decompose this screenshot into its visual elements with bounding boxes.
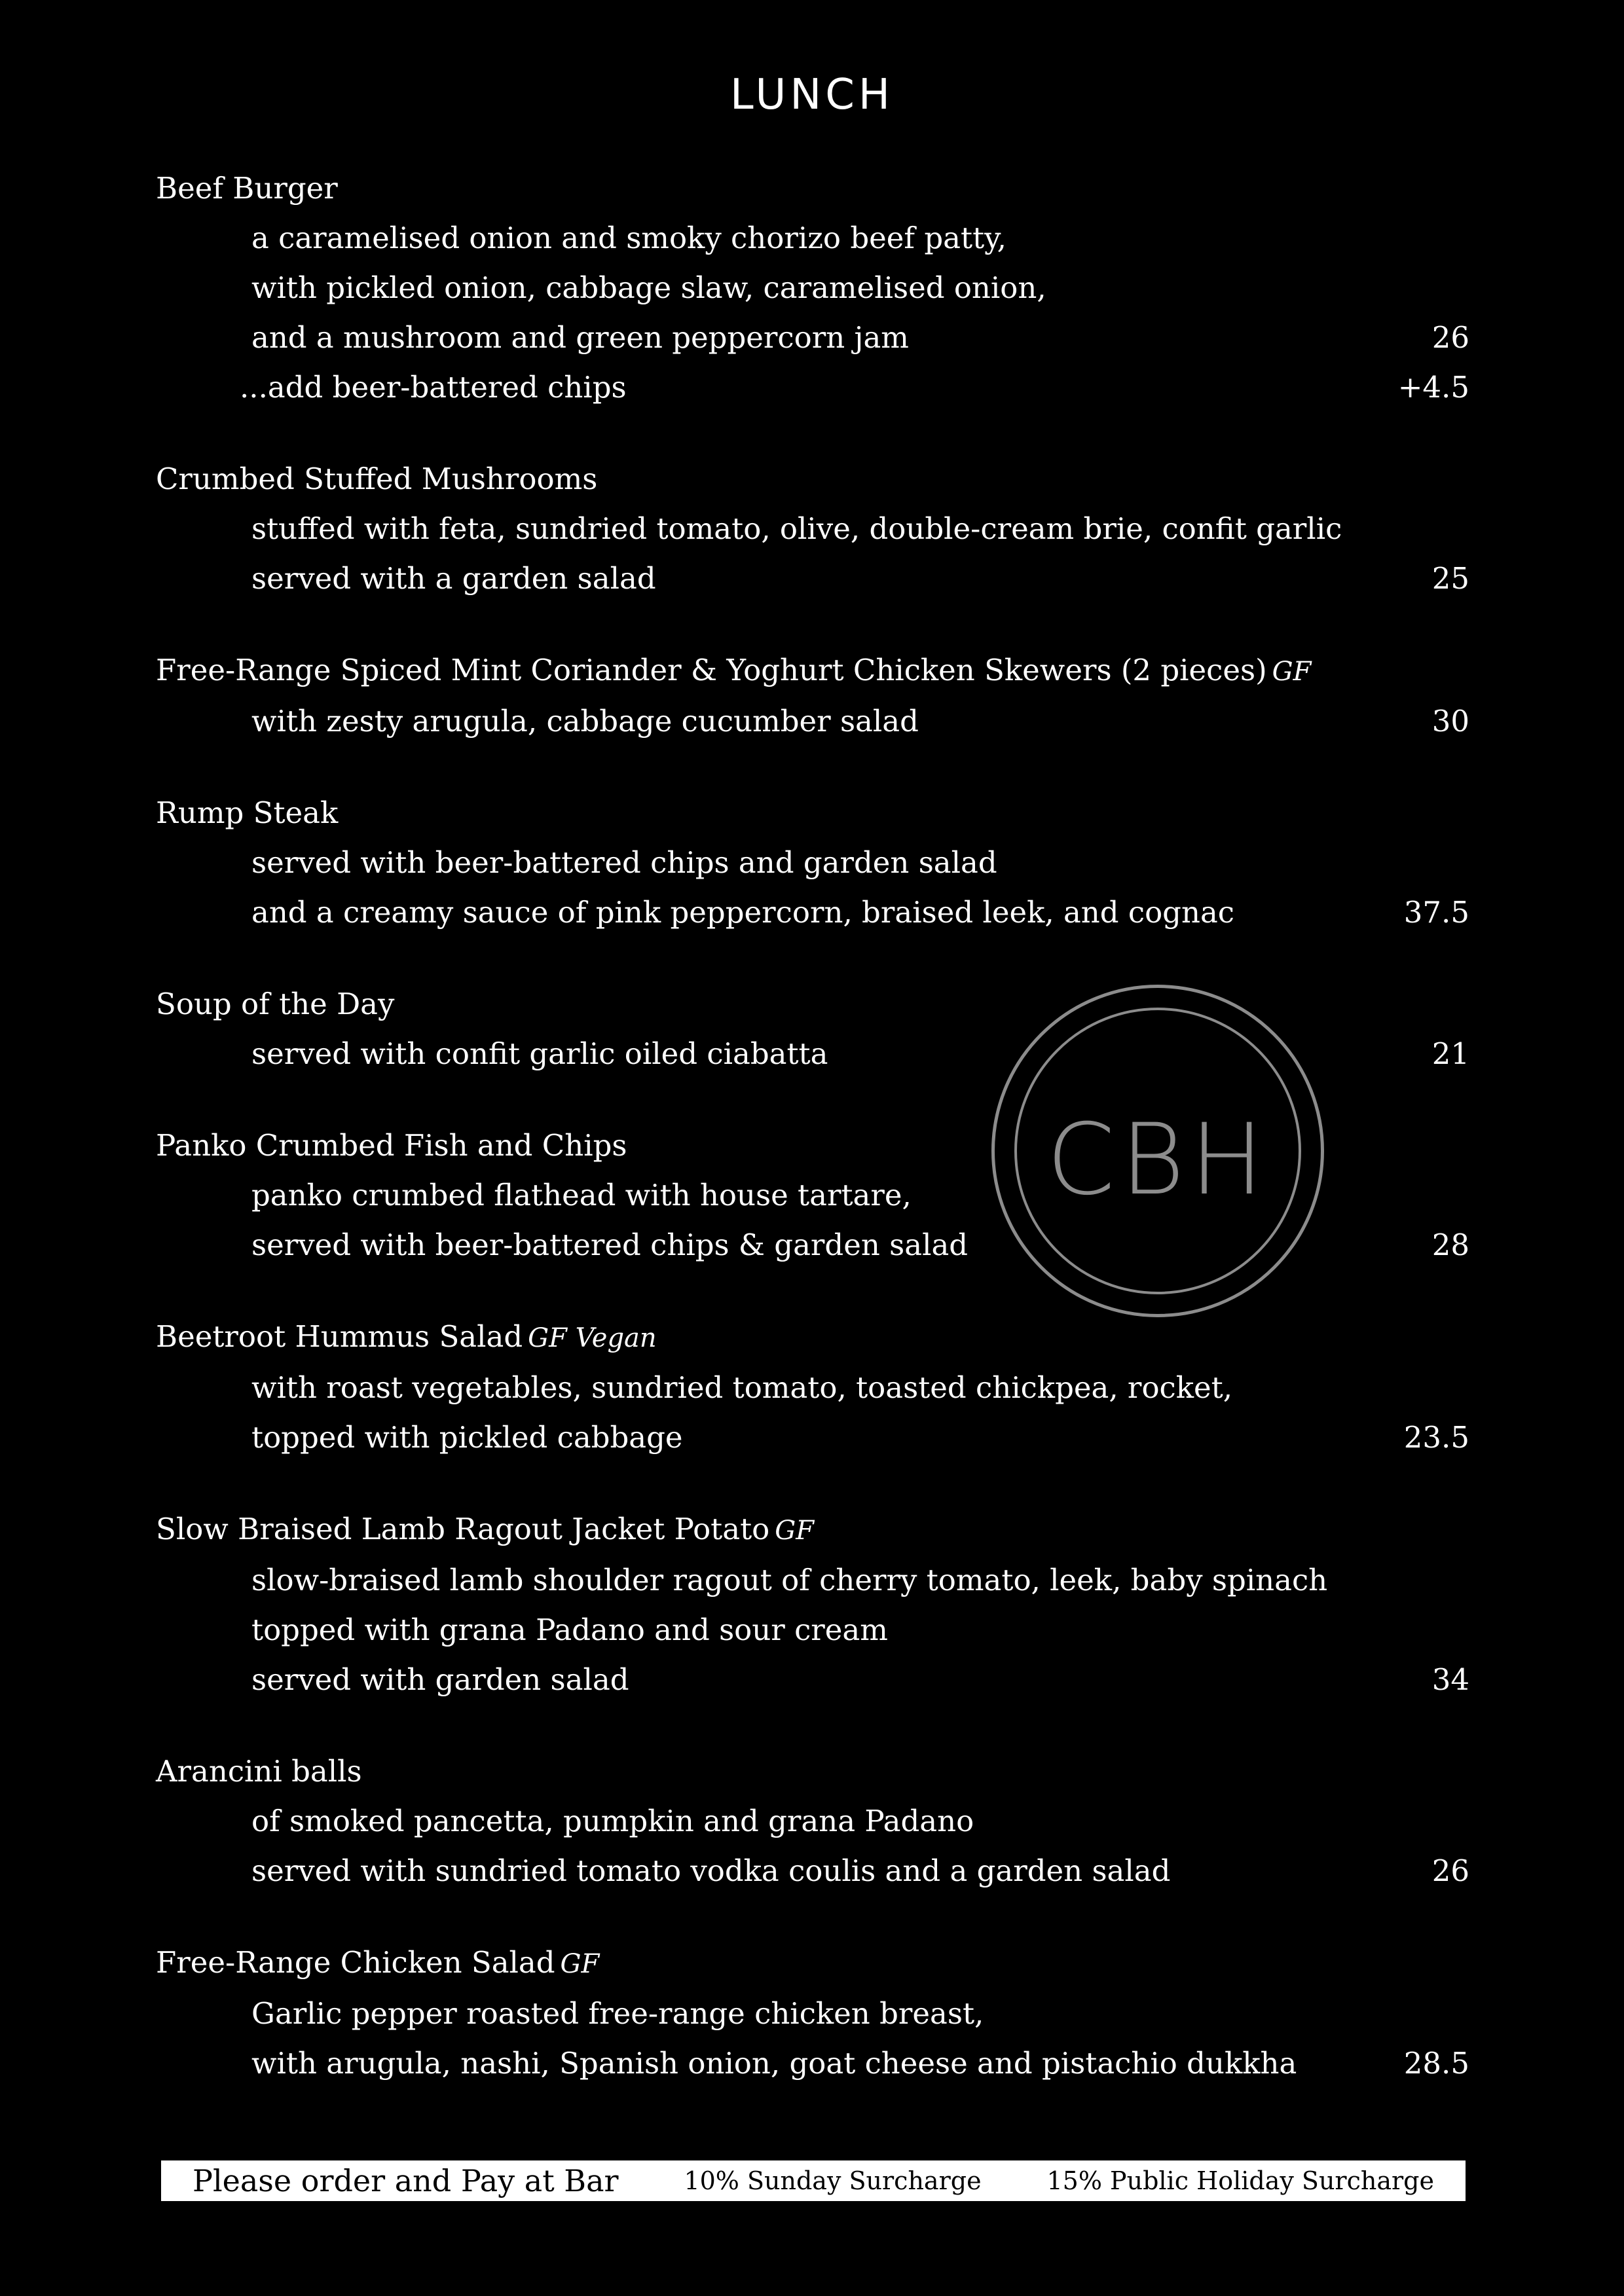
logo-text: CBH: [1046, 1103, 1269, 1217]
item-price: [1365, 1171, 1469, 1220]
description-text: served with a garden salad: [251, 561, 656, 596]
menu-item: [156, 454, 1469, 604]
item-price: 28.5: [1403, 2046, 1469, 2081]
item-name-text: Soup of the Day: [156, 987, 395, 1021]
description-text: stuffed with feta, sundried tomato, olive, double-cream brie, confit garlic: [251, 511, 1342, 546]
item-description-line: [156, 363, 1469, 412]
menu-item: [156, 1747, 1469, 1896]
item-name: [156, 979, 1469, 1029]
description-text: with roast vegetables, sundried tomato, toasted chickpea, rocket,: [251, 1370, 1233, 1405]
description-text: of smoked pancetta, pumpkin and grana Padano: [251, 1804, 974, 1838]
item-description-line: [156, 1846, 1469, 1896]
item-name: [156, 454, 1469, 504]
item-price: [1365, 1556, 1469, 1605]
item-price: 28: [1431, 1228, 1469, 1262]
holiday-surcharge: 15% Public Holiday Surcharge: [1046, 2166, 1434, 2195]
description-text: served with beer-battered chips & garden salad: [251, 1228, 969, 1262]
item-description-line: [156, 213, 1469, 263]
description-text: panko crumbed flathead with house tartare,: [251, 1178, 912, 1212]
item-name-text: Arancini balls: [156, 1754, 362, 1789]
menu-item: [156, 1938, 1469, 2088]
description-text: and a mushroom and green peppercorn jam: [251, 320, 909, 355]
item-price: [1365, 838, 1469, 888]
description-text: served with garden salad: [251, 1662, 629, 1697]
item-price: [1365, 1363, 1469, 1413]
item-name-text: Beef Burger: [156, 171, 338, 206]
item-price: [1365, 1989, 1469, 2039]
item-name-text: Panko Crumbed Fish and Chips: [156, 1128, 627, 1163]
dietary-tag: GF: [1272, 657, 1312, 687]
item-price: [1365, 263, 1469, 313]
dietary-tag: GF: [560, 1949, 600, 1979]
description-text: topped with grana Padano and sour cream: [251, 1613, 888, 1647]
item-price: 21: [1431, 1036, 1469, 1071]
dietary-tag: GF Vegan: [528, 1323, 657, 1353]
item-description-line: [156, 1989, 1469, 2039]
item-description-line: [156, 1363, 1469, 1413]
item-description-line: [156, 838, 1469, 888]
order-notice: Please order and Pay at Bar: [193, 2163, 619, 2198]
description-text: served with beer-battered chips and garden salad: [251, 845, 997, 880]
description-text: with zesty arugula, cabbage cucumber salad: [251, 704, 919, 738]
item-price: [1365, 213, 1469, 263]
item-name: [156, 788, 1469, 838]
item-price: 30: [1431, 704, 1469, 738]
item-description-line: [156, 504, 1469, 554]
item-name: [156, 1504, 1469, 1556]
menu-title: LUNCH: [730, 71, 894, 119]
description-text: served with confit garlic oiled ciabatta: [251, 1036, 828, 1071]
item-name: [156, 1312, 1469, 1363]
item-name-text: Slow Braised Lamb Ragout Jacket Potato: [156, 1512, 770, 1546]
description-text: slow-braised lamb shoulder ragout of cherry tomato, leek, baby spinach: [251, 1563, 1328, 1597]
item-description-line: [156, 554, 1469, 604]
item-price: [1365, 504, 1469, 554]
item-description-line: [156, 1556, 1469, 1605]
item-price: [1365, 1796, 1469, 1846]
menu-item: [156, 788, 1469, 938]
item-name: [156, 1747, 1469, 1796]
item-name-text: Crumbed Stuffed Mushrooms: [156, 462, 598, 496]
cbh-logo: [991, 985, 1324, 1317]
item-description-line: [156, 263, 1469, 313]
item-name-text: Free-Range Chicken Salad: [156, 1945, 555, 1980]
sunday-surcharge: 10% Sunday Surcharge: [684, 2166, 982, 2195]
description-text: topped with pickled cabbage: [251, 1420, 683, 1455]
item-price: +4.5: [1397, 370, 1469, 405]
item-description-line: [156, 888, 1469, 938]
description-text: a caramelised onion and smoky chorizo beef patty,: [251, 221, 1006, 255]
item-price: 34: [1431, 1662, 1469, 1697]
description-text: served with sundried tomato vodka coulis and a garden salad: [251, 1853, 1171, 1888]
item-description-line: [156, 2039, 1469, 2088]
item-name: [156, 164, 1469, 213]
item-name: [156, 1938, 1469, 1989]
menu-item: [156, 646, 1469, 746]
menu-item: [156, 164, 1469, 412]
item-price: 23.5: [1403, 1420, 1469, 1455]
description-text: and a creamy sauce of pink peppercorn, braised leek, and cognac: [251, 895, 1234, 930]
footer-banner: [161, 2160, 1466, 2201]
menu-item: [156, 1504, 1469, 1705]
item-name-text: Rump Steak: [156, 795, 339, 830]
description-text: with pickled onion, cabbage slaw, caramelised onion,: [251, 270, 1046, 305]
item-name: [156, 646, 1469, 697]
item-price: 26: [1431, 320, 1469, 355]
description-text: with arugula, nashi, Spanish onion, goat cheese and pistachio dukkha: [251, 2046, 1297, 2081]
item-price: 25: [1431, 561, 1469, 596]
item-name-text: Beetroot Hummus Salad: [156, 1319, 523, 1354]
item-description-line: [156, 1413, 1469, 1463]
item-description-line: [156, 697, 1469, 746]
menu-item: [156, 1312, 1469, 1463]
item-description-line: [156, 1655, 1469, 1705]
dietary-tag: GF: [775, 1516, 814, 1546]
item-price: 26: [1431, 1853, 1469, 1888]
description-text: ...add beer-battered chips: [240, 370, 627, 405]
item-description-line: [156, 1796, 1469, 1846]
item-name-text: Free-Range Spiced Mint Coriander & Yoghurt Chicken Skewers (2 pieces): [156, 653, 1267, 687]
item-description-line: [156, 313, 1469, 363]
item-description-line: [156, 1605, 1469, 1655]
item-price: 37.5: [1403, 895, 1469, 930]
item-price: [1365, 1605, 1469, 1655]
description-text: Garlic pepper roasted free-range chicken breast,: [251, 1996, 984, 2031]
